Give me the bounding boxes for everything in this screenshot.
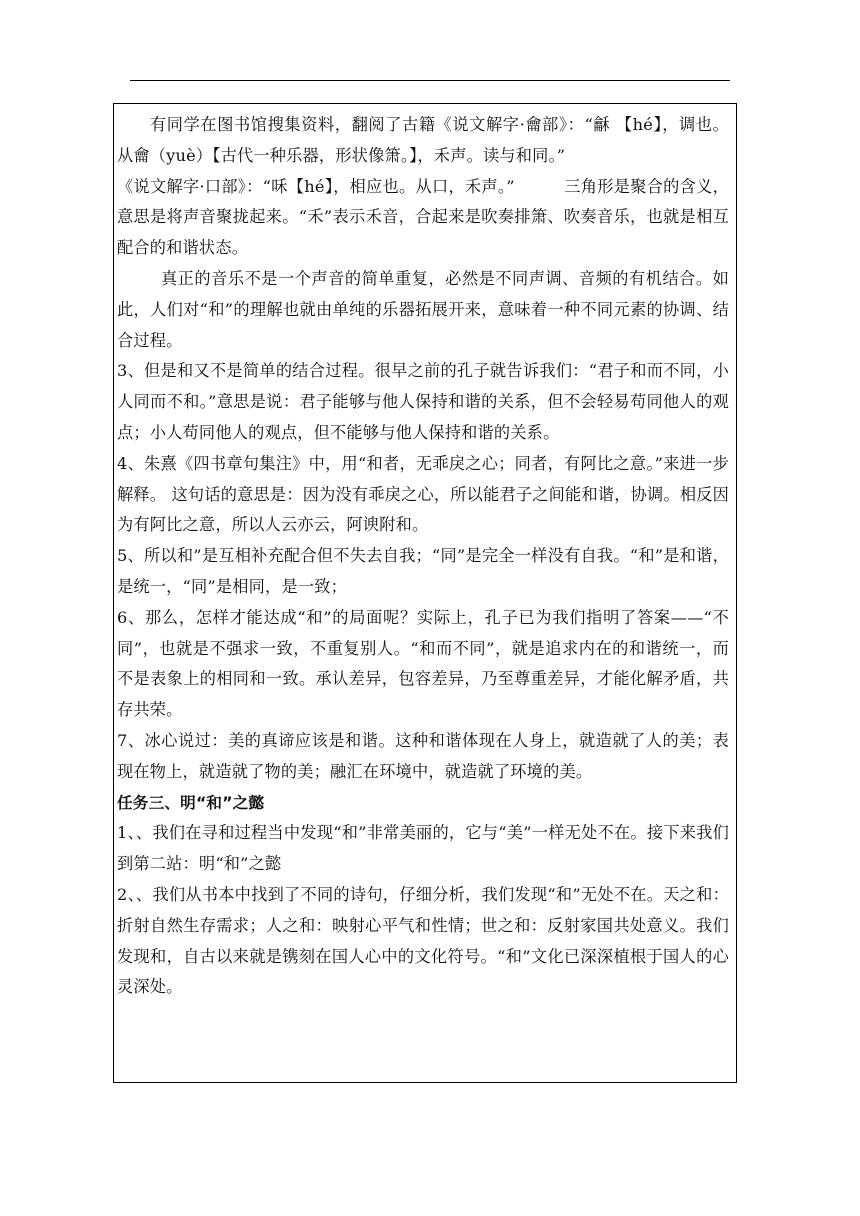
- paragraph-point-5: 5、所以和”是互相补充配合但不失去自我；“同”是完全一样没有自我。“和”是和谐，是统一，“同”是相同，是一致；: [117, 546, 729, 596]
- document-body: [117, 110, 729, 1003]
- paragraph-point-7: 7、冰心说过：美的真谛应该是和谐。这种和谐体现在人身上，就造就了人的美；表现在物上，就造就了物的美；融汇在环境中，就造就了环境的美。: [117, 730, 729, 781]
- section-heading-task-3: 任务三、明“和”之懿: [117, 793, 265, 812]
- paragraph-task3-point-1: 1、、我们在寻和过程当中发现“和”非常美丽的，它与“美”一样无处不在。接下来我们到第二站：明“和”之懿: [117, 823, 729, 874]
- paragraph-shuowen-kou: 《说文解字·口部》：“咊【hé】，相应也。从口，禾声。” 三角形是聚合的含义，意思是将声音聚拢起来。“禾”表示禾音，合起来是吹奏排箫、吹奏音乐，也就是相互配合的和谐状态。: [117, 176, 729, 258]
- paragraph-point-3: 3、但是和又不是简单的结合过程。很早之前的孔子就告诉我们：“君子和而不同，小人同而不和。”意思是说：君子能够与他人保持和谐的关系，但不会轻易苟同他人的观点；小人苟同他人的观点，但不能够与他人保持和谐的关系。: [117, 361, 729, 442]
- header-rule: [130, 80, 730, 81]
- paragraph-music: 真正的音乐不是一个声音的简单重复，必然是不同声调、音频的有机结合。如此，人们对“和”的理解也就由单纯的乐器拓展开来，意味着一种不同元素的协调、结合过程。: [117, 268, 729, 350]
- paragraph-shuowen-yue: 有同学在图书馆搜集资料，翻阅了古籍《说文解字·龠部》：“龢 【hé】，调也。从龠（yuè）【古代一种乐器，形状像箫。】，禾声。读与和同。”: [117, 115, 729, 165]
- paragraph-point-4: 4、朱熹《四书章句集注》中，用“和者，无乖戾之心；同者，有阿比之意。”来进一步解释。 这句话的意思是：因为没有乖戾之心，所以能君子之间能和谐，协调。相反因为有阿比之意，所以人云亦云，阿谀附和。: [117, 453, 729, 535]
- paragraph-point-6: 6、那么，怎样才能达成“和”的局面呢？实际上，孔子已为我们指明了答案——“不同”，也就是不强求一致，不重复别人。“和而不同”，就是追求内在的和谐统一，而不是表象上的相同和一致。承认差异，包容差异，乃至尊重差异，才能化解矛盾，共存共荣。: [117, 607, 729, 720]
- paragraph-task3-point-2: 2、、我们从书本中找到了不同的诗句，仔细分析，我们发现“和”无处不在。天之和：折射自然生存需求；人之和：映射心平气和性情；世之和：反射家国共处意义。我们发现和，自古以来就是镌刻在国人心中的文化符号。“和”文化已深深植根于国人的心灵深处。: [117, 884, 729, 997]
